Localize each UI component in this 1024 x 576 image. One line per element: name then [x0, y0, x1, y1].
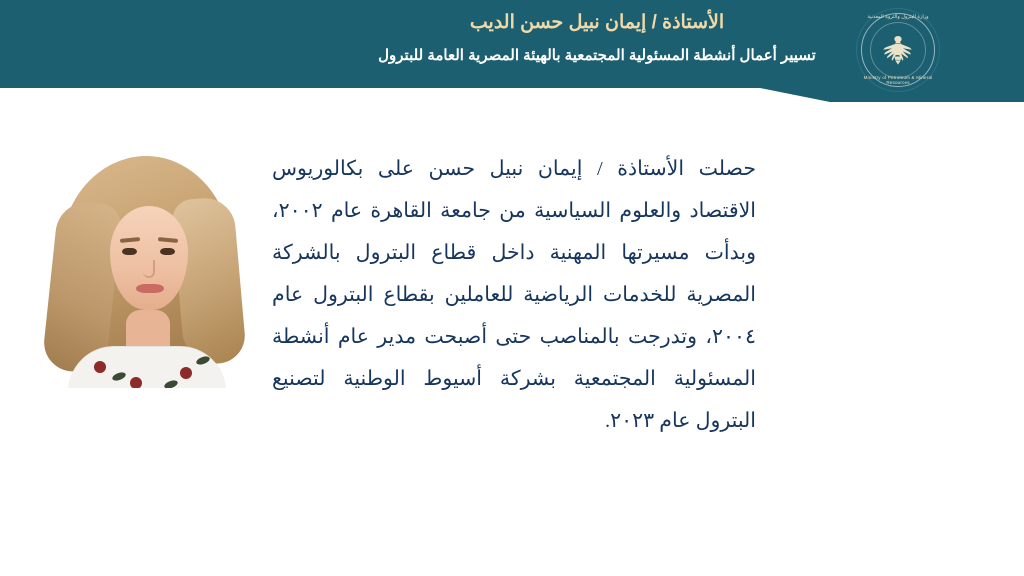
- blouse-flower: [94, 361, 106, 373]
- blouse-leaf: [163, 379, 179, 388]
- profile-photo: [32, 150, 260, 388]
- photo-eye-left: [122, 248, 137, 255]
- biography-paragraph: حصلت الأستاذة / إيمان نبيل حسن على بكالوريوس الاقتصاد والعلوم السياسية من جامعة القاهرة عام ٢٠٠٢، وبدأت مسيرتها المهنية داخل قطاع البترول بالشركة المصرية للخدمات الرياضية للعاملين بقطاع البترول عام ٢٠٠٤، وتدرجت بالمناصب حتى أصبحت مدير عام أنشطة المسئولية المجتمعية بشركة أسيوط الوطنية لتصنيع البترول عام ٢٠٢٣.: [272, 158, 756, 432]
- blouse-leaf: [195, 355, 211, 366]
- blouse-flower: [130, 377, 142, 388]
- blouse-leaf: [111, 371, 127, 382]
- ministry-emblem-icon: [856, 8, 940, 92]
- photo-face: [110, 206, 188, 310]
- avatar: [32, 150, 260, 388]
- emblem-arabic-text: وزارة البترول والثروة المعدنية: [867, 14, 929, 20]
- blouse-flower: [180, 367, 192, 379]
- photo-blouse: [68, 346, 226, 388]
- page-subtitle: تسيير أعمال أنشطة المسئولية المجتمعية بالهيئة المصرية العامة للبترول: [378, 47, 816, 64]
- eagle-of-saladin-icon: [876, 27, 920, 73]
- emblem-english-text: Ministry of Petroleum & Mineral Resources: [863, 75, 933, 85]
- page-title: الأستاذة / إيمان نبيل حسن الديب: [469, 12, 725, 33]
- photo-eye-right: [160, 248, 175, 255]
- photo-nose: [143, 260, 155, 278]
- header-banner: [0, 0, 1024, 102]
- photo-mouth: [136, 284, 164, 293]
